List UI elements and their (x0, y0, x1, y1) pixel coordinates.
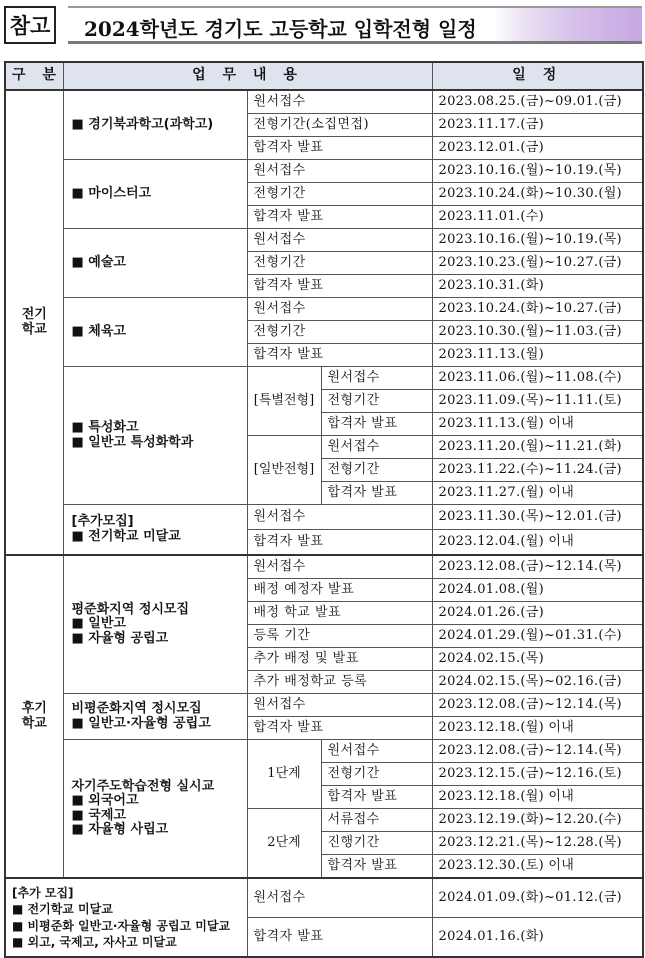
schedule-date: 2024.01.08.(월) (432, 579, 643, 602)
school-self-directed: 자기주도학습전형 실시교 ■ 외국어고 ■ 국제고 ■ 자율형 사립고 (63, 740, 247, 879)
school-science: ■ 경기북과학고(과학고) (63, 90, 247, 160)
schedule-date: 2024.01.09.(화)~01.12.(금) (432, 878, 643, 918)
task-item: 원서접수 (247, 694, 432, 717)
table-row (5, 229, 643, 252)
category-late: 후기 학교 (5, 555, 63, 878)
task-item: 합격자 발표 (247, 918, 432, 958)
reference-badge: 참고 (4, 6, 56, 44)
task-item: 원서접수 (247, 160, 432, 183)
task-item: 합격자 발표 (321, 786, 432, 809)
task-item: 합격자 발표 (247, 137, 432, 160)
schedule-date: 2023.11.01.(수) (432, 206, 643, 229)
category-early: 전기 학교 (5, 90, 63, 555)
schedule-date: 2023.10.16.(월)~10.19.(목) (432, 160, 643, 183)
task-item: 합격자 발표 (247, 717, 432, 740)
task-item: 합격자 발표 (321, 855, 432, 879)
task-item: 원서접수 (321, 436, 432, 459)
task-item: 합격자 발표 (247, 344, 432, 367)
task-item: 원서접수 (321, 740, 432, 763)
task-item: 등록 기간 (247, 625, 432, 648)
school-meister: ■ 마이스터고 (63, 160, 247, 229)
task-item: 전형기간 (321, 763, 432, 786)
schedule-date: 2024.02.15.(목)~02.16.(금) (432, 671, 643, 694)
schedule-date: 2023.12.08.(금)~12.14.(목) (432, 740, 643, 763)
task-item: 전형기간(소집면접) (247, 114, 432, 137)
schedule-date: 2023.11.06.(월)~11.08.(수) (432, 367, 643, 390)
task-item: 합격자 발표 (321, 482, 432, 505)
schedule-date: 2024.01.26.(금) (432, 602, 643, 625)
task-item: 합격자 발표 (247, 206, 432, 229)
task-item: 배정 학교 발표 (247, 602, 432, 625)
stage-2-label: 2단계 (247, 809, 321, 879)
schedule-date: 2023.12.18.(월) 이내 (432, 786, 643, 809)
school-sports: ■ 체육고 (63, 298, 247, 367)
header-task: 업 무 내 용 (63, 62, 432, 90)
schedule-date: 2023.11.27.(월) 이내 (432, 482, 643, 505)
schedule-date: 2023.12.21.(목)~12.28.(목) (432, 832, 643, 855)
schedule-date: 2023.10.16.(월)~10.19.(목) (432, 229, 643, 252)
schedule-date: 2023.10.30.(월)~11.03.(금) (432, 321, 643, 344)
schedule-date: 2023.11.13.(월) 이내 (432, 413, 643, 436)
table-row (5, 90, 643, 114)
schedule-date: 2023.12.15.(금)~12.16.(토) (432, 763, 643, 786)
schedule-date: 2023.12.18.(월) 이내 (432, 717, 643, 740)
schedule-date: 2023.11.17.(금) (432, 114, 643, 137)
table-row (5, 740, 643, 763)
table-row (5, 878, 643, 918)
title-box (68, 6, 642, 44)
schedule-date: 2023.10.24.(화)~10.27.(금) (432, 298, 643, 321)
special-track-label: [특별전형] (247, 367, 321, 436)
task-item: 전형기간 (321, 459, 432, 482)
task-item: 원서접수 (247, 878, 432, 918)
school-early-extra: [추가모집] ■ 전기학교 미달교 (63, 505, 247, 556)
task-item: 원서접수 (247, 555, 432, 579)
schedule-date: 2023.11.13.(월) (432, 344, 643, 367)
schedule-date: 2023.10.31.(화) (432, 275, 643, 298)
schedule-date: 2023.12.08.(금)~12.14.(목) (432, 555, 643, 579)
general-track-label: [일반전형] (247, 436, 321, 505)
task-item: 원서접수 (247, 229, 432, 252)
schedule-date: 2023.10.23.(월)~10.27.(금) (432, 252, 643, 275)
table-row (5, 367, 643, 390)
school-arts: ■ 예술고 (63, 229, 247, 298)
school-specialized: ■ 특성화고 ■ 일반고 특성화학과 (63, 367, 247, 505)
task-item: 원서접수 (247, 90, 432, 114)
table-row (5, 555, 643, 579)
table-header-row (5, 62, 643, 90)
schedule-date: 2024.02.15.(목) (432, 648, 643, 671)
task-item: 서류접수 (321, 809, 432, 832)
task-item: 배정 예정자 발표 (247, 579, 432, 602)
schedule-date: 2023.12.01.(금) (432, 137, 643, 160)
page-header (4, 6, 642, 48)
schedule-date: 2023.11.22.(수)~11.24.(금) (432, 459, 643, 482)
schedule-date: 2023.08.25.(금)~09.01.(금) (432, 90, 643, 114)
task-item: 전형기간 (247, 183, 432, 206)
task-item: 추가 배정학교 등록 (247, 671, 432, 694)
table-row (5, 298, 643, 321)
task-item: 전형기간 (321, 390, 432, 413)
task-item: 전형기간 (247, 321, 432, 344)
task-item: 추가 배정 및 발표 (247, 648, 432, 671)
schedule-date: 2023.10.24.(화)~10.30.(월) (432, 183, 643, 206)
school-equalized: 평준화지역 정시모집 ■ 일반고 ■ 자율형 공립고 (63, 555, 247, 694)
stage-1-label: 1단계 (247, 740, 321, 809)
task-item: 원서접수 (247, 298, 432, 321)
additional-recruitment: [추가 모집] ■ 전기학교 미달교 ■ 비평준화 일반고·자율형 공립고 미달교 ■ 외고, 국제고, 자사고 미달교 (5, 878, 247, 957)
table-row (5, 694, 643, 717)
school-non-equalized: 비평준화지역 정시모집 ■ 일반고·자율형 공립고 (63, 694, 247, 740)
schedule-date: 2024.01.16.(화) (432, 918, 643, 958)
schedule-date: 2023.12.08.(금)~12.14.(목) (432, 694, 643, 717)
schedule-date: 2023.12.30.(토) 이내 (432, 855, 643, 879)
schedule-table (4, 61, 644, 958)
task-item: 합격자 발표 (247, 275, 432, 298)
header-date: 일 정 (432, 62, 643, 90)
task-item: 합격자 발표 (247, 530, 432, 556)
table-row (5, 505, 643, 530)
schedule-date: 2023.11.09.(목)~11.11.(토) (432, 390, 643, 413)
task-item: 원서접수 (247, 505, 432, 530)
task-item: 진행기간 (321, 832, 432, 855)
task-item: 합격자 발표 (321, 413, 432, 436)
schedule-date: 2023.12.04.(월) 이내 (432, 530, 643, 556)
schedule-date: 2023.12.19.(화)~12.20.(수) (432, 809, 643, 832)
schedule-date: 2023.11.30.(목)~12.01.(금) (432, 505, 643, 530)
page-title: 2024학년도 경기도 고등학교 입학전형 일정 (84, 17, 477, 41)
header-category: 구 분 (5, 62, 63, 90)
task-item: 원서접수 (321, 367, 432, 390)
task-item: 전형기간 (247, 252, 432, 275)
table-row (5, 160, 643, 183)
schedule-date: 2023.11.20.(월)~11.21.(화) (432, 436, 643, 459)
schedule-date: 2024.01.29.(월)~01.31.(수) (432, 625, 643, 648)
